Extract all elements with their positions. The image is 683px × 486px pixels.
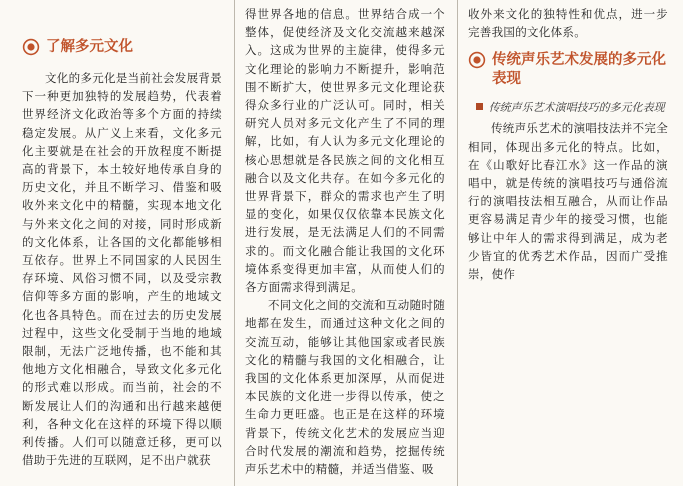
body-paragraph: 收外来文化的独特性和优点，进一步完善我国的文化体系。 (468, 7, 668, 40)
section-title-2: 传统声乐艺术发展的多元化表现 (468, 51, 668, 89)
text-column-2 (245, 0, 445, 486)
subheading: 传统声乐艺术演唱技巧的多元化表现 (468, 99, 668, 117)
body-paragraph: 不同文化之间的交流和互动随时随地都在发生，而通过这种文化之间的交流互动，能够让其他国家或者民族文化的精髓与我国的文化相融合，让我国的文化体系更加深厚，从而促进本民族的文化进一步得以传承，使之生命力更旺盛。也正是在这样的环境背景下，传统文化艺术的发展应当迎合时代发展的潮流和趋势，挖掘传统声乐艺术中的精髓，并适当借鉴、吸 (245, 298, 445, 477)
section-title-1: 了解多元文化 (22, 38, 222, 57)
text-column-3 (468, 0, 668, 486)
body-paragraph: 得世界各地的信息。世界结合成一个整体，促使经济及文化交流越来越深入。这成为世界的主旋律，使得多元文化理论的影响力不断提升，影响范围不断扩大，使世界多元文化理论获得众多行业的广泛认可。同时，相关研究人员对多元文化产生了不同的理解，比如，有人认为多元文化理论的核心思想就是各民族之间的文化相互融合以及文化共存。在如今多元化的世界背景下，群众的需求也产生了明显的变化，如果仅仅依靠本民族文化进行发展，是无法满足人们的不同需求的。而文化融合能让我国的文化环境体系变得更加丰富，从而使人们的各方面需求得到满足。 (245, 7, 445, 295)
text-column-1 (22, 0, 222, 486)
column-divider (234, 0, 235, 486)
body-paragraph: 文化的多元化是当前社会发展背景下一种更加独特的发展趋势，代表着世界经济文化政治等多个方面的持续稳定发展。从广义上来看，文化多元化主要就是在社会的开放程度不断提高的背景下，本土较好地传承自身的历史文化，并且不断学习、借鉴和吸收外来文化中的精髓，实现本地文化与外来文化之间的对接，同时形成新的文化体系，让各国的文化都能够相互依存。世界上不同国家的人民因生存环境、风俗习惯不同，以及受宗教信仰等多方面的影响，产生的地域文化也各具特色。而在过去的历史发展过程中，这些文化受制于当地的地域限制，无法广泛地传播，也不能和其他地方文化相融合，导致文化多元化的形式难以形成。而当前，社会的不断发展让人们的沟通和出行越来越便利，各种文化在这样的环境下得以顺利传播。人们可以随意迁移，更可以借助于先进的互联网，足不出户就获 (22, 71, 222, 468)
bullet-circle-icon (22, 38, 40, 56)
column-divider (457, 0, 458, 486)
square-bullet-icon (476, 103, 483, 110)
bullet-circle-icon (468, 51, 486, 69)
body-paragraph: 传统声乐艺术的演唱技法并不完全相同，体现出多元化的特点。比如，在《山歌好比春江水》这一作品的演唱中，就是传统的演唱技巧与通俗流行的演唱技法相互融合，从而让作品更容易满足青少年的接受习惯，也能够让中年人的需求得到满足，成为老少皆宜的优秀艺术作品，因而广受推崇，使作 (468, 121, 668, 282)
